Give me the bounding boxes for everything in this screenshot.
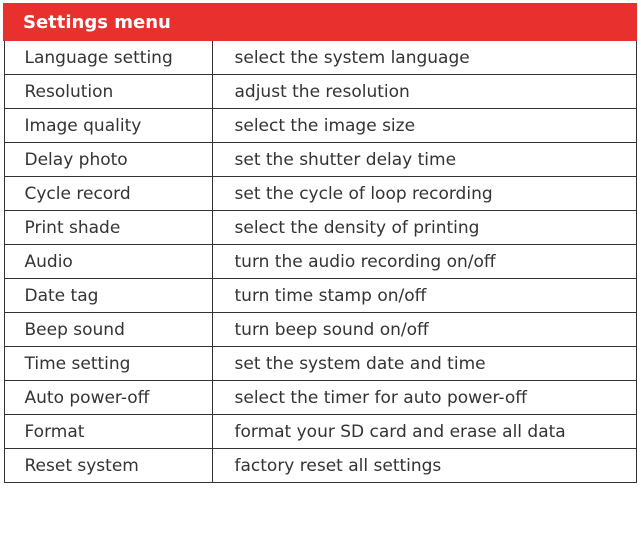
table-row [4,211,636,245]
setting-description: format your SD card and erase all data [212,415,636,449]
table-row [4,245,636,279]
table-row [4,449,636,483]
setting-description: select the timer for auto power-off [212,381,636,415]
setting-description: set the shutter delay time [212,143,636,177]
header-blank [212,4,636,40]
setting-name: Reset system [4,449,212,483]
setting-description: set the system date and time [212,347,636,381]
table-row [4,279,636,313]
setting-name: Delay photo [4,143,212,177]
header-row [4,4,636,40]
setting-description: select the system language [212,40,636,75]
setting-name: Print shade [4,211,212,245]
setting-name: Beep sound [4,313,212,347]
setting-description: turn the audio recording on/off [212,245,636,279]
setting-name: Format [4,415,212,449]
setting-name: Image quality [4,109,212,143]
table-row [4,177,636,211]
setting-name: Audio [4,245,212,279]
setting-description: turn beep sound on/off [212,313,636,347]
setting-description: select the density of printing [212,211,636,245]
table-row [4,40,636,75]
setting-name: Cycle record [4,177,212,211]
table-row [4,381,636,415]
setting-name: Time setting [4,347,212,381]
table-row [4,109,636,143]
setting-description: adjust the resolution [212,75,636,109]
table-row [4,313,636,347]
setting-name: Date tag [4,279,212,313]
settings-table [3,3,637,483]
table-row [4,143,636,177]
setting-description: turn time stamp on/off [212,279,636,313]
setting-description: select the image size [212,109,636,143]
header-title: Settings menu [4,4,212,40]
setting-name: Language setting [4,40,212,75]
table-row [4,347,636,381]
setting-description: set the cycle of loop recording [212,177,636,211]
table-row [4,415,636,449]
setting-description: factory reset all settings [212,449,636,483]
setting-name: Resolution [4,75,212,109]
table-row [4,75,636,109]
setting-name: Auto power-off [4,381,212,415]
